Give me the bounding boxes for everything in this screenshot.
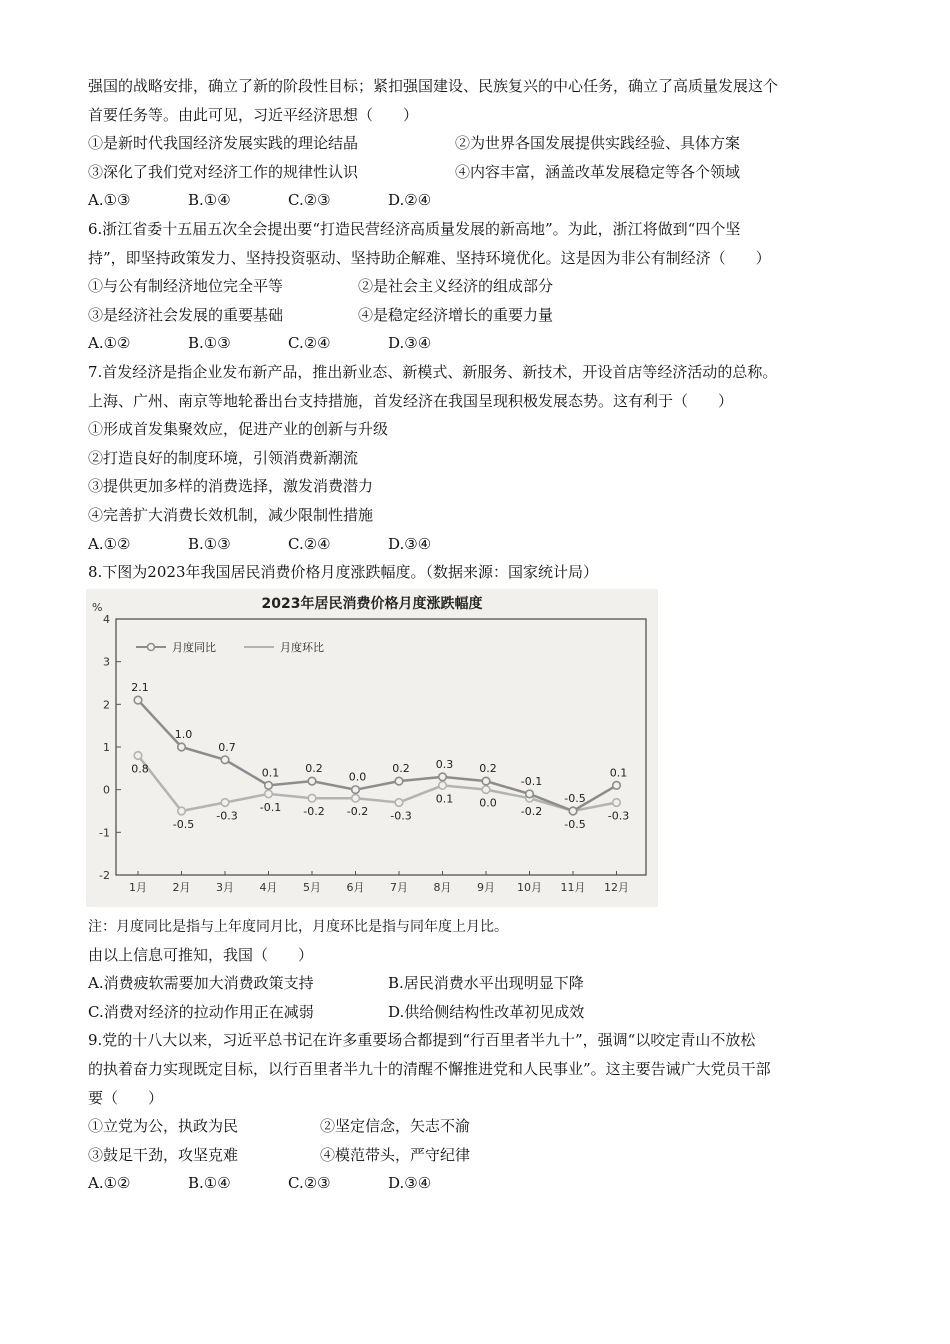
q5-line2: 首要任务等。由此可见，习近平经济思想（ ） (88, 105, 419, 124)
q5-choices (88, 186, 868, 215)
q6-options-row2 (88, 301, 868, 330)
q8-choice-b[interactable]: B.居民消费水平出现明显下降 (388, 974, 584, 993)
y-tick-label: 0 (103, 783, 110, 797)
series-yoy-data-label: 0.1 (261, 766, 280, 780)
q6-choice-d[interactable]: D.③④ (388, 334, 432, 353)
series-mom-data-label: -0.5 (564, 817, 586, 831)
q7-option-1[interactable]: ①形成首发集聚效应，促进产业的创新与升级 (88, 420, 389, 439)
series-mom-data-label: -0.3 (607, 809, 630, 823)
x-tick-label: 3月 (216, 880, 234, 894)
x-tick-label: 10月 (517, 880, 542, 894)
series-yoy-point (308, 777, 316, 785)
q5-option-1[interactable]: ①是新时代我国经济发展实践的理论结晶 (88, 134, 359, 153)
series-mom-data-label: -0.2 (520, 804, 543, 818)
legend-mom-label: 月度环比 (280, 640, 324, 654)
series-mom-point (395, 798, 403, 806)
q5-options-row1 (88, 129, 868, 158)
series-yoy-point (482, 777, 490, 785)
q8-choice-a[interactable]: A.消费疲软需要加大消费政策支持 (88, 974, 314, 993)
series-yoy-data-label: 0.2 (305, 761, 323, 775)
q9-option-2[interactable]: ②坚定信念，矢志不渝 (320, 1117, 471, 1136)
cpi-chart-svg (86, 589, 658, 907)
series-yoy-data-label: 0.0 (348, 770, 367, 784)
chart-title: 2023年居民消费价格月度涨跌幅度 (261, 595, 483, 612)
q6-choice-a[interactable]: A.①② (88, 334, 131, 353)
series-yoy-data-label: 0.2 (479, 761, 497, 775)
q6-choice-b[interactable]: B.①③ (188, 334, 231, 353)
x-tick-label: 12月 (604, 880, 629, 894)
series-mom-point (482, 786, 490, 794)
series-yoy-point (134, 696, 142, 704)
q9-choice-a[interactable]: A.①② (88, 1174, 131, 1193)
q6-option-4[interactable]: ④是稳定经济增长的重要力量 (358, 305, 554, 324)
q8-line1: 8.下图为2023年我国居民消费价格月度涨跌幅度。（数据来源：国家统计局） (88, 563, 598, 582)
series-yoy-point (439, 773, 447, 781)
q6-line2: 持”，即坚持政策发力、坚持投资驱动、坚持助企解难、坚持环境优化。这是因为非公有制经济（ ） (88, 248, 771, 267)
q9-choices (88, 1169, 868, 1198)
q9-line3: 要（ ） (88, 1088, 164, 1107)
series-yoy-point (569, 807, 577, 815)
series-mom-point (439, 781, 447, 789)
x-tick-label: 6月 (346, 880, 365, 894)
q8-stem: 由以上信息可推知，我国（ ） (88, 945, 314, 964)
series-yoy-line (138, 700, 617, 811)
q9-options-row2 (88, 1141, 868, 1170)
series-mom-data-label: -0.3 (216, 809, 238, 823)
x-tick-label: 8月 (433, 880, 452, 894)
q7-line1: 7.首发经济是指企业发布新产品，推出新业态、新模式、新服务、新技术，开设首店等经济活动的总称。 (88, 362, 778, 381)
series-mom-data-label: 0.0 (479, 796, 497, 810)
series-yoy-data-label: 2.1 (131, 680, 149, 694)
q9-option-4[interactable]: ④模范带头，严守纪律 (320, 1145, 471, 1164)
x-tick-label: 11月 (560, 880, 586, 894)
q6-choices (88, 329, 868, 358)
series-mom (131, 751, 629, 830)
q5-options-row2 (88, 158, 868, 187)
series-mom-point (613, 798, 621, 806)
q8-choice-c[interactable]: C.消费对经济的拉动作用正在减弱 (88, 1002, 314, 1021)
series-yoy-point (221, 756, 229, 764)
q5-choice-d[interactable]: D.②④ (388, 191, 432, 210)
chart-legend (136, 640, 324, 654)
q8-choices-row1 (88, 969, 868, 998)
series-yoy (131, 681, 627, 815)
plot-frame (116, 619, 646, 875)
series-mom-point (308, 794, 316, 802)
series-mom-point (352, 794, 360, 802)
q6-options-row1 (88, 272, 868, 301)
y-axis-unit: % (92, 600, 103, 614)
q8-choice-d[interactable]: D.供给侧结构性改革初见成效 (388, 1002, 585, 1021)
series-yoy-point (265, 781, 273, 789)
series-yoy-data-label: 0.7 (218, 740, 236, 754)
x-tick-label: 7月 (390, 880, 408, 894)
legend-yoy-label: 月度同比 (172, 640, 216, 654)
y-tick-label: 1 (103, 740, 110, 754)
q7-option-2[interactable]: ②打造良好的制度环境，引领消费新潮流 (88, 448, 359, 467)
series-yoy-point (613, 781, 621, 789)
q6-option-1[interactable]: ①与公有制经济地位完全平等 (88, 277, 284, 296)
q6-line1: 6.浙江省委十五届五次全会提出要“打造民营经济高质量发展的新高地”。为此，浙江将做到“四个坚 (88, 219, 741, 238)
q9-options-row1 (88, 1112, 868, 1141)
legend-yoy-marker (148, 643, 155, 650)
q6-option-3[interactable]: ③是经济社会发展的重要基础 (88, 305, 284, 324)
y-tick-label: 4 (103, 612, 110, 626)
q7-choice-d[interactable]: D.③④ (388, 534, 432, 553)
series-mom-line (138, 755, 617, 810)
x-tick-label: 1月 (129, 880, 147, 894)
q9-choice-b[interactable]: B.①④ (188, 1174, 231, 1193)
series-yoy-point (352, 786, 360, 794)
y-tick-label: 2 (103, 698, 110, 712)
q9-line2: 的执着奋力实现既定目标，以行百里者半九十的清醒不懈推进党和人民事业”。这主要告诫广大党员干部 (88, 1060, 771, 1079)
series-mom-data-label: 0.1 (435, 792, 454, 806)
series-mom-data-label: -0.2 (346, 804, 369, 818)
q9-line1: 9.党的十八大以来，习近平总书记在许多重要场合都提到“行百里者半九十”，强调“以咬定青山不放松 (88, 1031, 756, 1050)
series-yoy-data-label: 0.3 (435, 757, 454, 771)
y-tick-label: -2 (99, 868, 110, 882)
series-yoy-point (178, 743, 186, 751)
q9-option-3[interactable]: ③鼓足干劲，攻坚克难 (88, 1145, 239, 1164)
q5-choice-c[interactable]: C.②③ (288, 191, 331, 210)
series-yoy-data-label: -0.5 (564, 791, 586, 805)
q9-choice-d[interactable]: D.③④ (388, 1174, 432, 1193)
series-mom-point (265, 790, 273, 798)
q5-choice-a[interactable]: A.①③ (88, 191, 131, 210)
series-mom-point (178, 807, 186, 815)
q6-option-2[interactable]: ②是社会主义经济的组成部分 (358, 277, 554, 296)
x-tick-label: 5月 (303, 880, 321, 894)
series-yoy-data-label: 1.0 (174, 727, 193, 741)
chart-note: 注：月度同比是指与上年度同月比，月度环比是指与同年度上月比。 (88, 918, 508, 935)
q5-line1: 强国的战略安排，确立了新的阶段性目标；紧扣强国建设、民族复兴的中心任务，确立了高质量发展这个 (88, 77, 779, 95)
series-mom-data-label: 0.8 (131, 762, 149, 776)
x-tick-label: 2月 (172, 880, 191, 894)
series-mom-data-label: -0.1 (259, 800, 282, 814)
q7-line2: 上海、广州、南京等地轮番出台支持措施，首发经济在我国呈现积极发展态势。这有利于（ ） (88, 391, 734, 410)
q7-choice-c[interactable]: C.②④ (288, 534, 331, 553)
q5-option-3[interactable]: ③深化了我们党对经济工作的规律性认识 (88, 162, 359, 181)
q7-choice-a[interactable]: A.①② (88, 534, 131, 553)
q5-option-2[interactable]: ②为世界各国发展提供实践经验、具体方案 (455, 134, 741, 153)
q7-option-4[interactable]: ④完善扩大消费长效机制，减少限制性措施 (88, 505, 374, 524)
q7-choices (88, 530, 868, 559)
cpi-chart (86, 589, 658, 907)
exam-page (88, 72, 868, 1198)
series-mom-data-label: -0.3 (390, 809, 412, 823)
q5-choice-b[interactable]: B.①④ (188, 191, 231, 210)
q5-option-4[interactable]: ④内容丰富，涵盖改革发展稳定等各个领域 (455, 162, 741, 181)
series-yoy-point (395, 777, 403, 785)
series-yoy-data-label: 0.1 (609, 766, 628, 780)
y-tick-label: -1 (99, 826, 110, 840)
series-yoy-data-label: 0.2 (392, 761, 410, 775)
q9-option-1[interactable]: ①立党为公，执政为民 (88, 1117, 239, 1136)
series-yoy-data-label: -0.1 (520, 774, 543, 788)
series-mom-point (221, 798, 229, 806)
x-tick-label: 9月 (477, 880, 495, 894)
series-mom-data-label: -0.2 (303, 804, 325, 818)
x-tick-label: 4月 (259, 880, 278, 894)
q8-choices-row2 (88, 998, 868, 1027)
q6-choice-c[interactable]: C.②④ (288, 334, 331, 353)
q7-option-3[interactable]: ③提供更加多样的消费选择，激发消费潜力 (88, 477, 374, 496)
q7-choice-b[interactable]: B.①③ (188, 534, 231, 553)
series-yoy-point (526, 790, 534, 798)
y-tick-label: 3 (103, 655, 110, 669)
series-mom-point (134, 751, 142, 759)
y-ticks (99, 613, 121, 882)
q9-choice-c[interactable]: C.②③ (288, 1174, 331, 1193)
series-mom-data-label: -0.5 (172, 817, 195, 831)
